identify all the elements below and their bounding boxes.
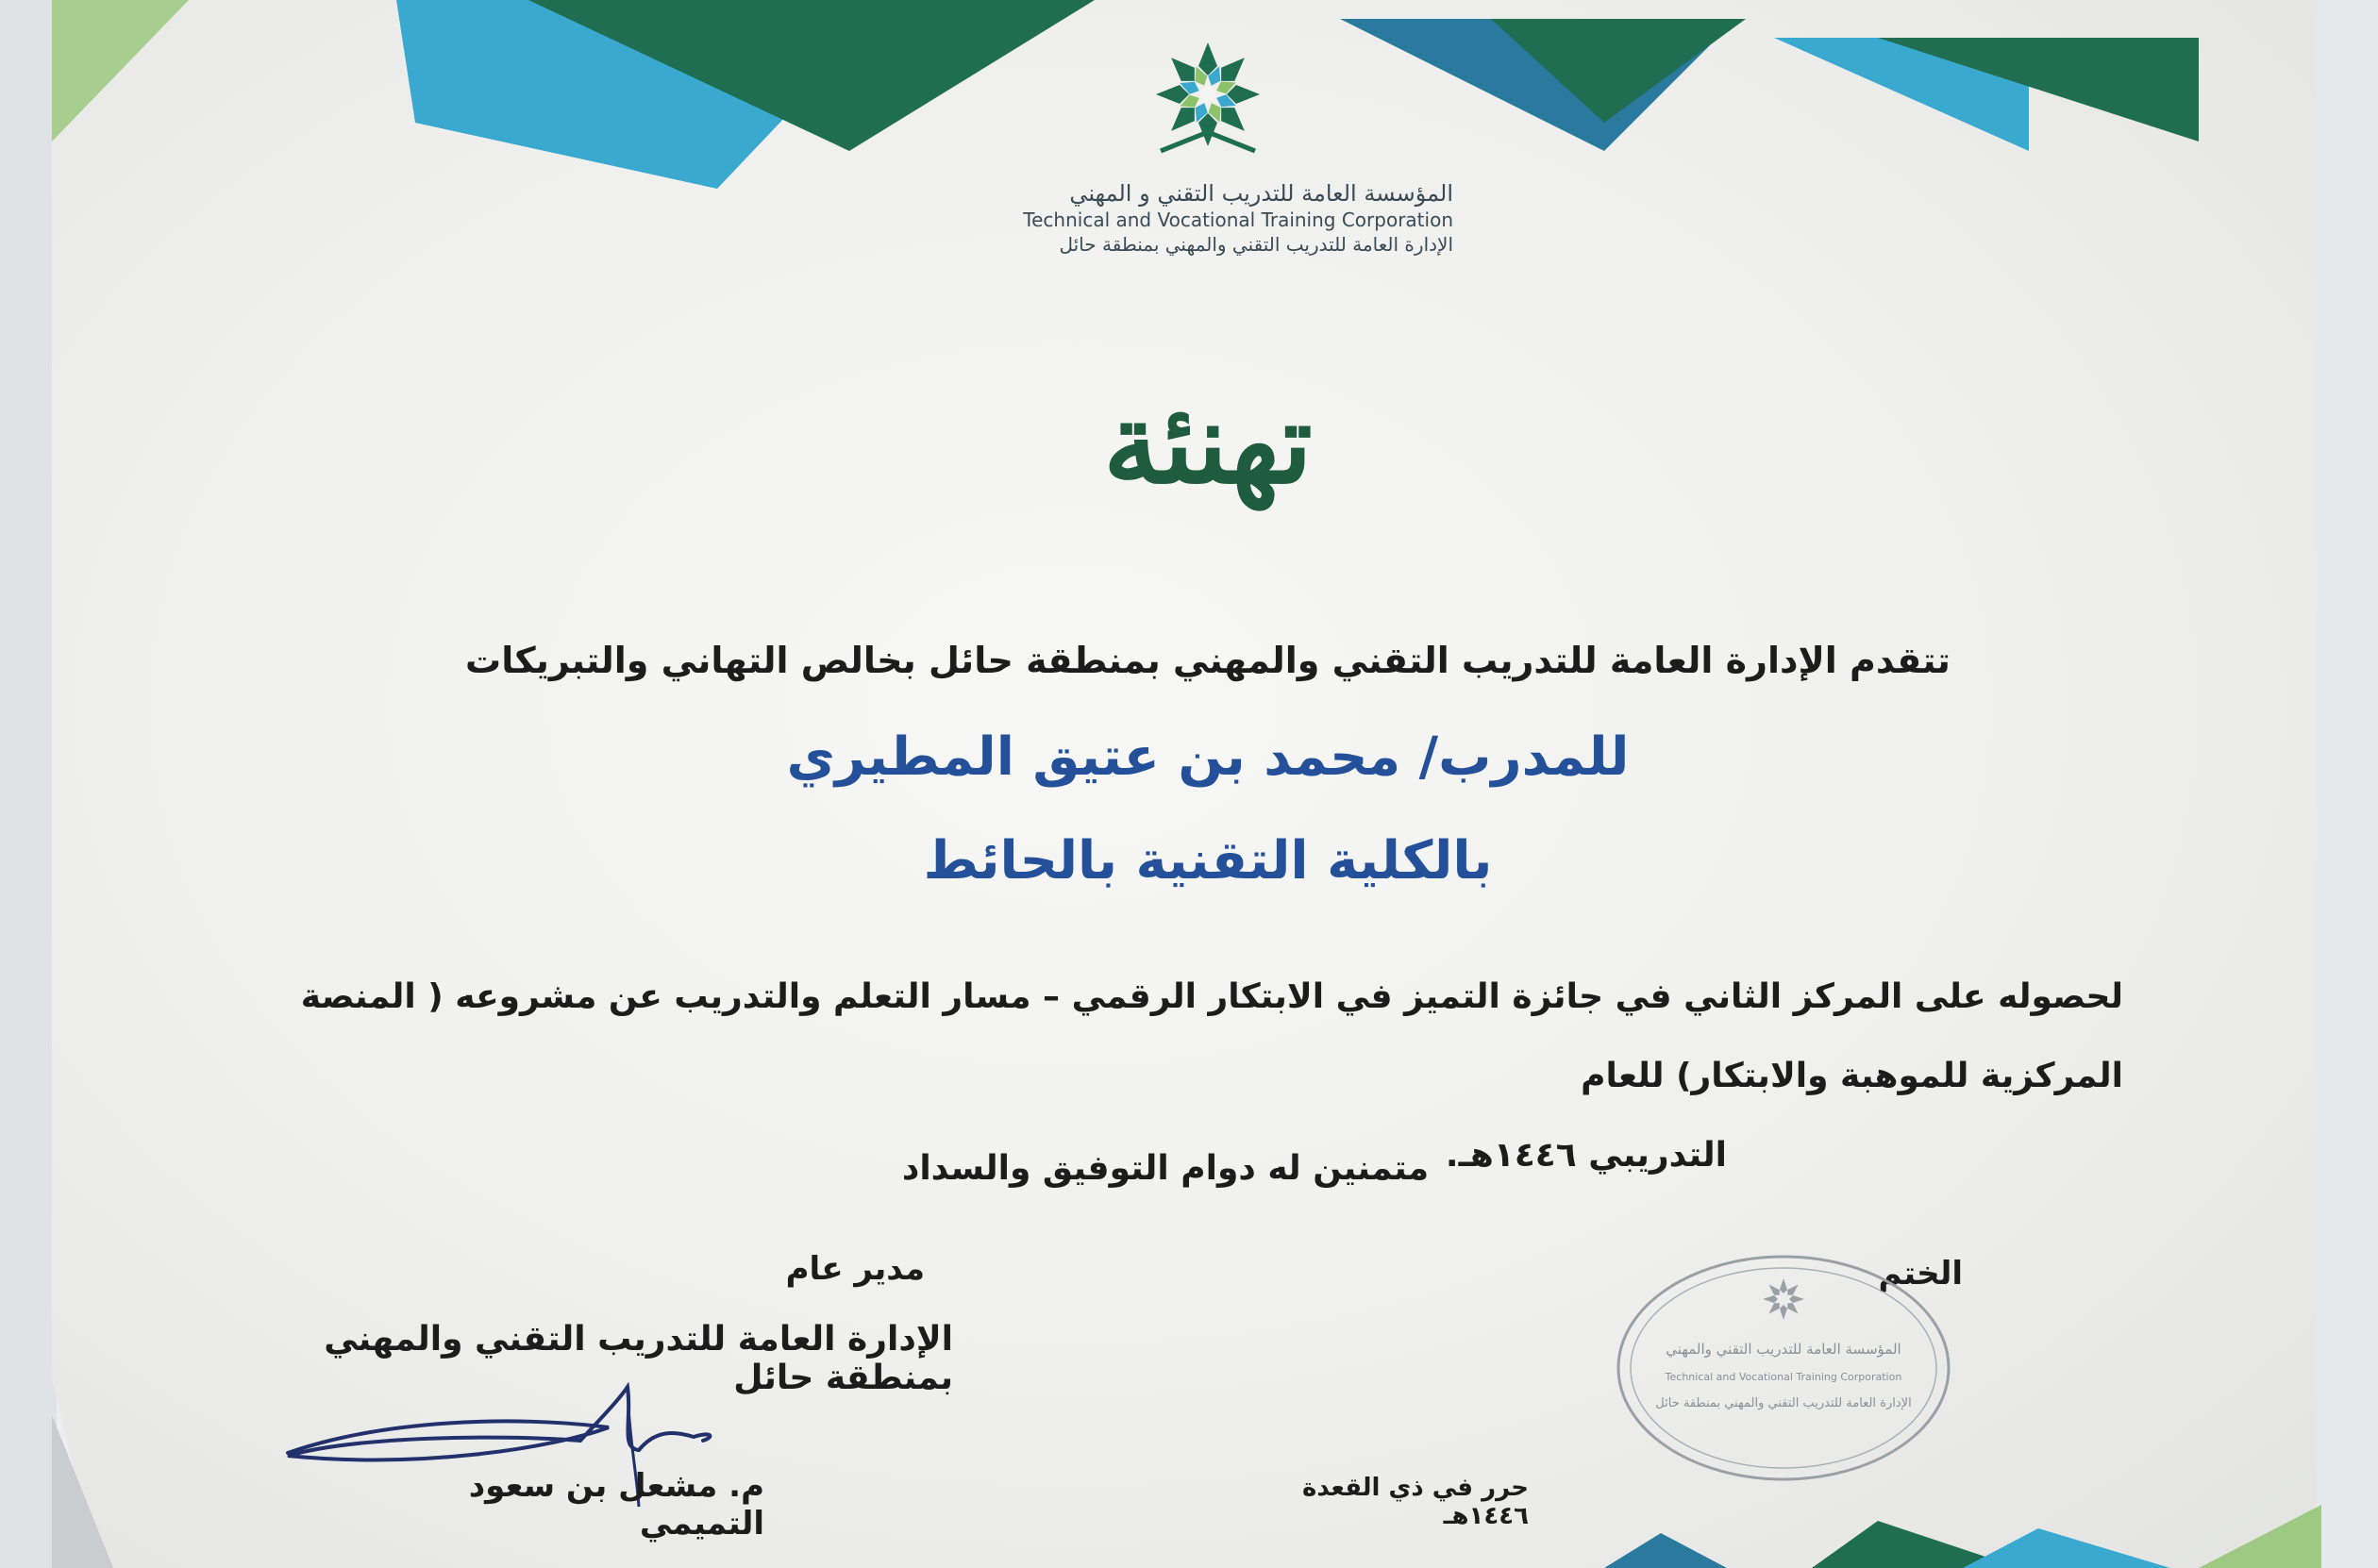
signatory-block xyxy=(217,1250,953,1397)
trainee-name: للمدرب/ محمد بن عتيق المطيري xyxy=(786,726,1630,788)
signatory-role: مدير عام xyxy=(785,1250,925,1288)
organization-header xyxy=(944,179,1453,257)
seal-label: الختم xyxy=(1878,1255,1963,1293)
organization-region-ar: الإدارة العامة للتدريب التقني والمهني بمنطقة حائل xyxy=(1059,233,1453,256)
issue-date: حرر في ذي القعدة ١٤٤٦هـ xyxy=(1302,1474,1529,1530)
stamp-text-en: Technical and Vocational Training Corporation xyxy=(1665,1371,1902,1383)
certificate-title: تهنئة xyxy=(1103,377,1313,509)
organization-name-en: Technical and Vocational Training Corporation xyxy=(1023,209,1453,231)
award-reason-line-1: لحصوله على المركز الثاني في جائزة التميز في الابتكار الرقمي – مسار التعلم والتدريب عن مشروعه ( المنصة المركزية للموهبة والابتكار) للعام xyxy=(300,977,2123,1095)
organization-name-ar: المؤسسة العامة للتدريب التقني و المهني xyxy=(1069,180,1453,207)
stamp-text-ar: المؤسسة العامة للتدريب التقني والمهني xyxy=(1666,1341,1901,1358)
college-name: بالكلية التقنية بالحائط xyxy=(923,830,1493,892)
bottom-corner-decoration xyxy=(0,1415,2378,1568)
signatory-name: م. مشعل بن سعود التميمي xyxy=(468,1467,764,1543)
tvtc-logo xyxy=(1137,28,1279,170)
award-reason-line-2: التدريبي ١٤٤٦هـ. xyxy=(1445,1136,1727,1175)
wishes-text: متمنين له دوام التوفيق والسداد xyxy=(901,1149,1430,1188)
intro-text: تتقدم الإدارة العامة للتدريب التقني والمهني بمنطقة حائل بخالص التهاني والتبريكات xyxy=(465,640,1951,681)
stamp-text-region: الإدارة العامة للتدريب التقني والمهني بمنطقة حائل xyxy=(1655,1396,1912,1410)
signatory-organization: الإدارة العامة للتدريب التقني والمهني بمنطقة حائل xyxy=(324,1320,953,1397)
backdrop-left xyxy=(0,0,57,1568)
